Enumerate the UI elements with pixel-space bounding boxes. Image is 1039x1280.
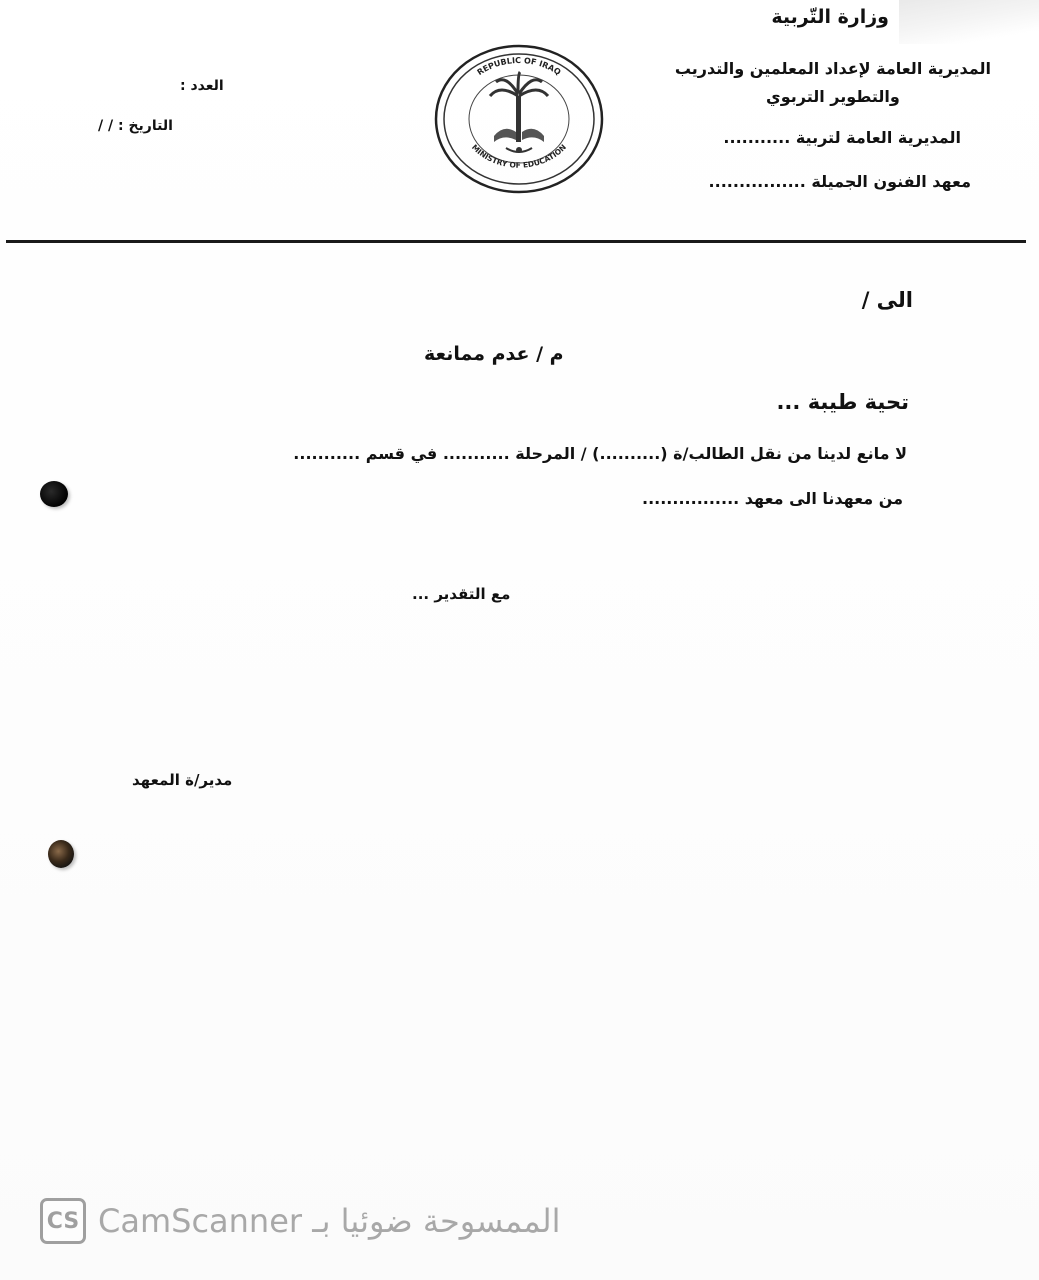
directorate-line-2: والتطوير التربوي <box>766 87 900 106</box>
greeting: تحية طيبة ... <box>776 390 909 414</box>
camscanner-watermark <box>40 1196 561 1246</box>
institute-name: معهد الفنون الجميلة ................ <box>708 172 971 191</box>
camscanner-logo-icon: CS <box>40 1198 86 1244</box>
punch-hole <box>40 481 68 507</box>
recipient-line: الى / <box>861 288 913 312</box>
closing-regards: مع التقدير ... <box>412 585 511 603</box>
date-label: التاريخ : / / <box>98 118 173 134</box>
ministry-seal <box>434 44 604 194</box>
ministry-name: وزارة التّربية <box>771 6 889 28</box>
body-paragraph-line-2: من معهدنا الى معهد ................ <box>641 489 903 508</box>
torn-corner <box>899 0 1039 44</box>
general-directorate: المديرية العامة لتربية ........... <box>723 128 961 147</box>
body-paragraph-line-1: لا مانع لدينا من نقل الطالب/ة (..........) / المرحلة ........... في قسم ........... <box>293 444 907 463</box>
seal-top-text: REPUBLIC OF IRAQ <box>475 55 563 78</box>
directorate-line-1: المديرية العامة لإعداد المعلمين والتدريب <box>674 59 991 78</box>
header-divider <box>6 240 1026 243</box>
number-label: العدد : <box>180 78 224 94</box>
camscanner-watermark-text: الممسوحة ضوئيا بـ CamScanner <box>98 1202 561 1240</box>
seal-bottom-text: MINISTRY OF EDUCATION <box>469 142 569 170</box>
subject-line: م / عدم ممانعة <box>424 343 564 365</box>
palm-tree-emblem-icon <box>490 72 548 153</box>
signature-title: مدير/ة المعهد <box>132 771 233 789</box>
svg-text:MINISTRY OF EDUCATION <box>470 143 568 170</box>
punch-hole <box>48 840 74 868</box>
directorate-name <box>675 55 991 111</box>
